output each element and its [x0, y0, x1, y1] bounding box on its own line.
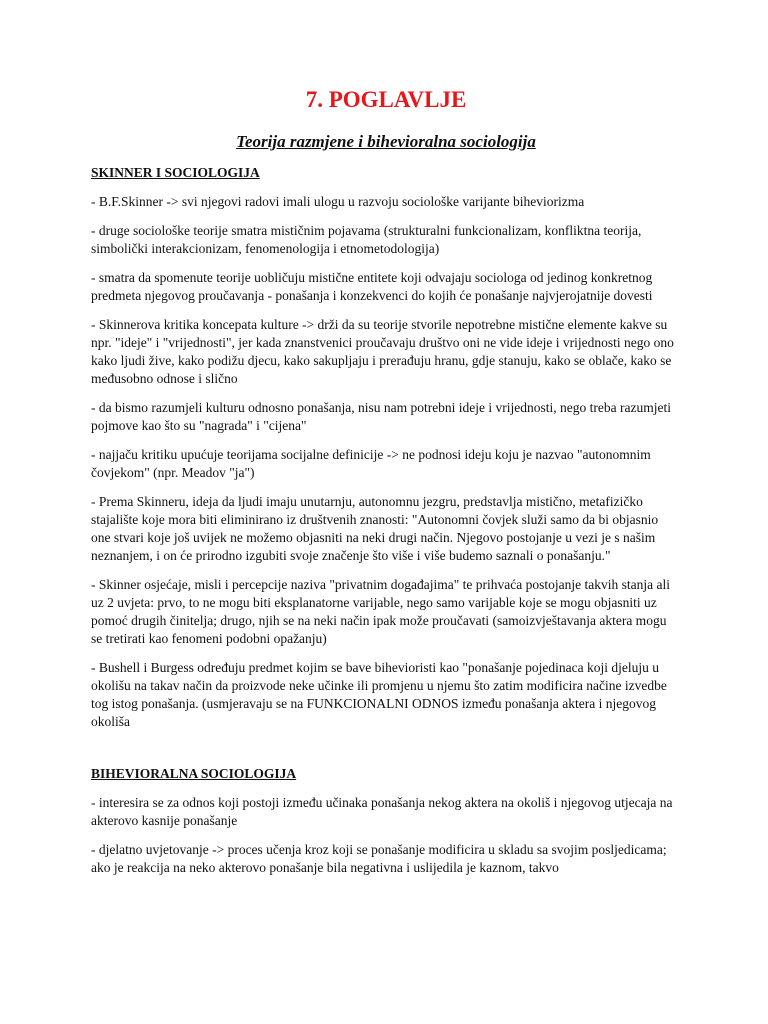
- document-page: [91, 86, 681, 877]
- paragraph: - B.F.Skinner -> svi njegovi radovi imali ulogu u razvoju sociološke varijante biheviorizma: [91, 194, 585, 209]
- paragraph: - smatra da spomenute teorije uobličuju mistične entitete koji odvajaju sociologa od jedinog konkretnog predmeta njegovog proučavanja - ponašanja i konzekvenci do kojih će ponašanje najvjerojatnije dovesti: [91, 270, 653, 303]
- paragraph: - Skinnerova kritika koncepata kulture -> drži da su teorije stvorile nepotrebne mistične elemente kakve su npr. "ideje" i "vrijednosti", jer kada znanstvenici proučavaju društvo oni ne vide ideje i vrijednosti nego ono kako ljudi žive, kako podižu djecu, kako sakupljaju i prerađuju hranu, gdje stanuju, kako se oblače, kako se međusobno odnose i slično: [91, 317, 674, 386]
- paragraph: - Bushell i Burgess određuju predmet kojim se bave bihevioristi kao "ponašanje pojedinaca koji djeluju u okolišu na takav način da proizvode neke učinke ili promjenu u njemu što zatim modificira načine izvedbe tog istog ponašanja. (usmjeravaju se na FUNKCIONALNI ODNOS između ponašanja aktera i njegovog okoliša: [91, 660, 667, 729]
- paragraph: - interesira se za odnos koji postoji između učinaka ponašanja nekog aktera na okoliš i njegovog utjecaja na akterovo kasnije ponašanje: [91, 795, 673, 828]
- paragraph: - da bismo razumjeli kulturu odnosno ponašanja, nisu nam potrebni ideje i vrijednosti, nego treba razumjeti pojmove kao što su "nagrada" i "cijena": [91, 400, 671, 433]
- paragraph: - druge sociološke teorije smatra mističnim pojavama (strukturalni funkcionalizam, konfliktna teorija, simbolički interakcionizam, fenomenologija i etnometodologija): [91, 223, 642, 256]
- paragraph: - djelatno uvjetovanje -> proces učenja kroz koji se ponašanje modificira u skladu sa svojim posljedicama; ako je reakcija na neko akterovo ponašanje bila negativna i uslijedila je kaznom, takvo: [91, 842, 667, 875]
- paragraph: - Skinner osjećaje, misli i percepcije naziva "privatnim događajima" te prihvaća postojanje takvih stanja ali uz 2 uvjeta: prvo, to ne mogu biti eksplanatorne varijable, nego samo varijable koje se mogu objasniti uz pomoć drugih činitelja; drugo, njih se na neki način ipak može proučavati (samoizvještavanja aktera mogu se tretirati kao fenomeni podobni opažanju): [91, 577, 670, 646]
- paragraph: - Prema Skinneru, ideja da ljudi imaju unutarnju, autonomnu jezgru, predstavlja mistično, metafizičko stajalište koje mora biti eliminirano iz društvenih znanosti: "Autonomni čovjek služi samo da bi objasnio one stvari koje još uvijek ne možemo objasniti na neki drugi način. Njegovo postojanje u vezi je s našim neznanjem, i on će prirodno izgubiti svoje značenje što više i više budemo saznali o ponašanju.": [91, 494, 659, 563]
- section-heading-skinner: SKINNER I SOCIOLOGIJA: [91, 165, 260, 180]
- section-heading-bihevioralna: BIHEVIORALNA SOCIOLOGIJA: [91, 766, 297, 781]
- chapter-title: 7. POGLAVLJE: [305, 87, 467, 112]
- paragraph: - najjaču kritiku upućuje teorijama socijalne definicije -> ne podnosi ideju koju je nazvao "autonomnim čovjekom" (npr. Meadov "ja"): [91, 447, 651, 480]
- chapter-subtitle: Teorija razmjene i bihevioralna sociologija: [236, 132, 536, 151]
